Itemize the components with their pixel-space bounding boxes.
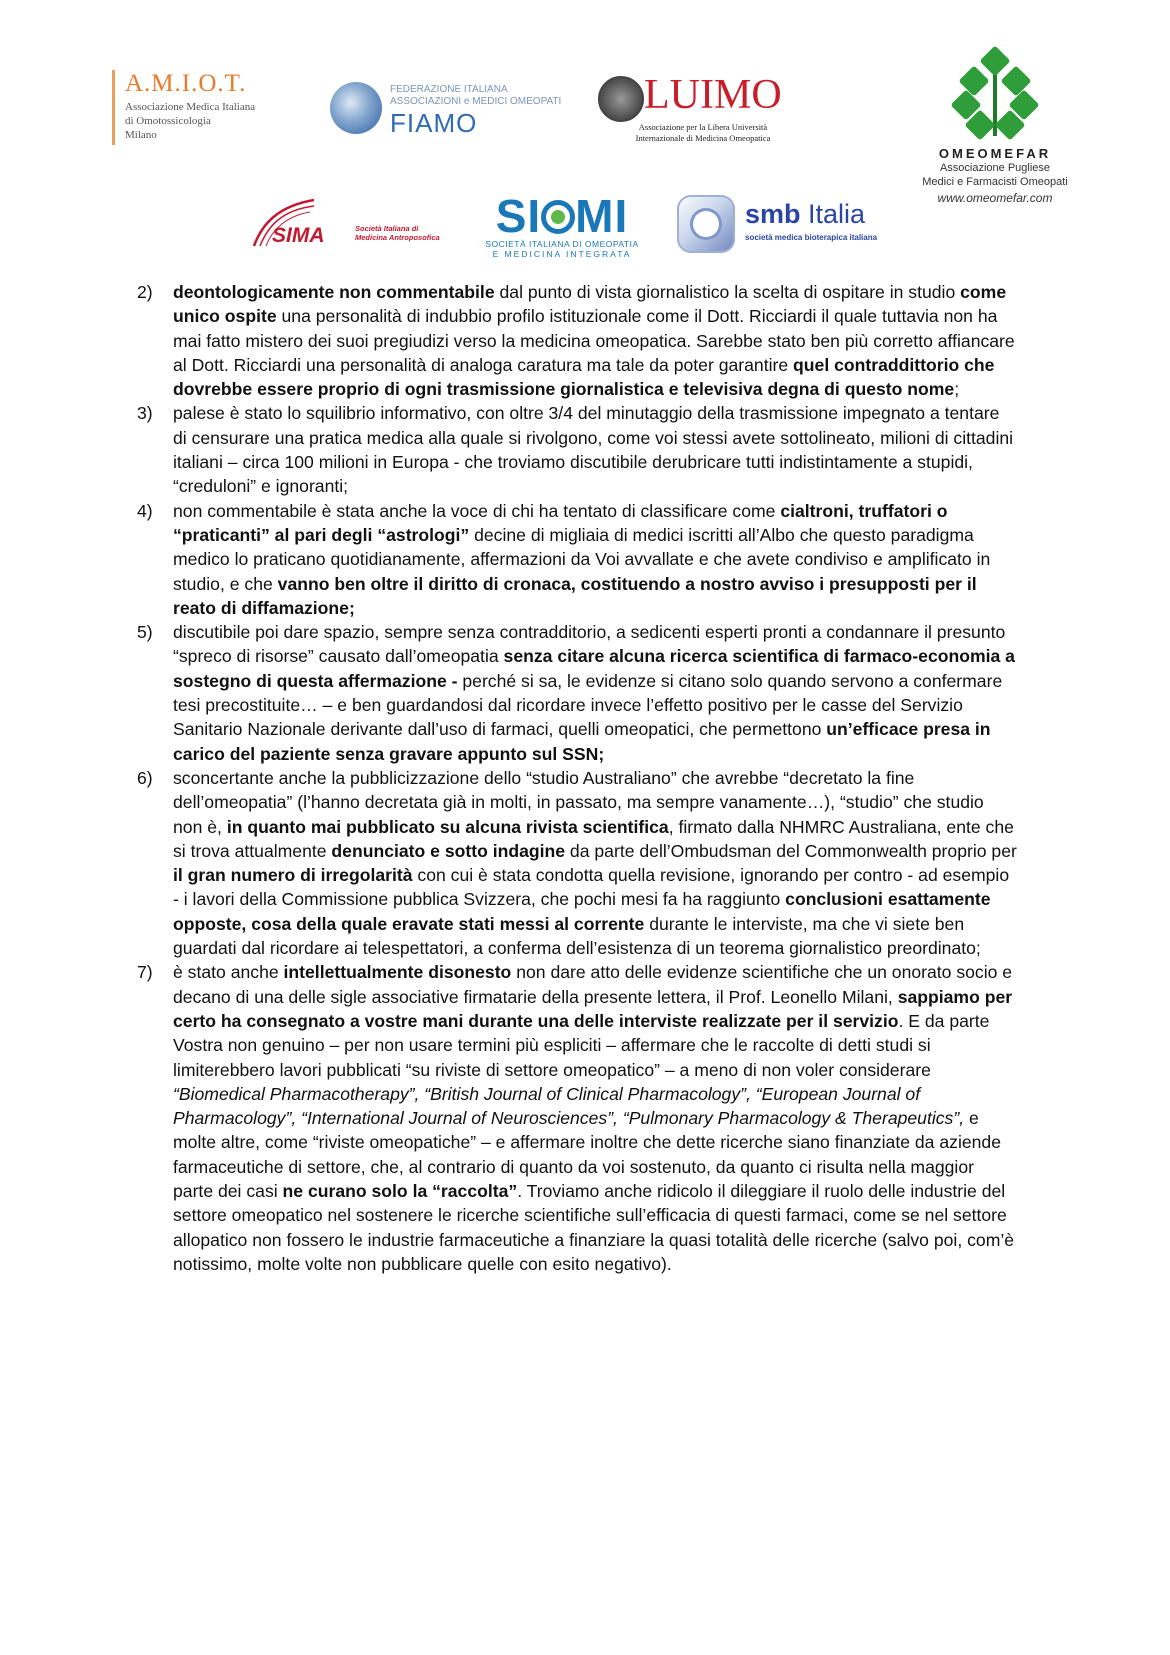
body-text: . E da parte Vostra non genuino – per non usare termini più espliciti – affermare che le raccolte di detti studi si limiterebbero lavori pubblicati “su riviste di settore omeopatico” – a meno di non voler considerare	[173, 1010, 990, 1080]
logo-header	[0, 0, 1170, 280]
omeomefar-subtitle-line: Medici e Farmacisti Omeopati	[922, 176, 1068, 188]
body-text: una personalità di indubbio profilo istituzionale come il Dott. Ricciardi il quale tuttavia non ha mai fatto mistero dei suoi pregiudizi verso la medicina omeopatica. Sarebbe stato ben più corretto affiancare al Dott. Ricciardi una personalità di analoga caratura ma tale da poter garantire	[173, 306, 1015, 375]
list-item-number: 2)	[137, 282, 153, 302]
smb-italia-logo	[677, 195, 897, 255]
bold-text: denunciato e sotto indagine	[331, 840, 566, 861]
bold-text: intellettualmente disonesto	[283, 962, 512, 983]
body-text: . Troviamo anche ridicolo il dileggiare il ruolo delle industrie del settore omeopatico nel sostenere le ricerche scientifiche sull’efficacia di questi farmaci, come se nel settore allopatico non fossero le industrie farmaceutiche a finanziare la quasi totalità delle ricerche (salvo poi, com’è notissimo, molte volte non pubblicare quelle con esito negativo).	[173, 1180, 1015, 1274]
omeomefar-logo	[895, 50, 1095, 230]
bold-text: vanno ben oltre il diritto di cronaca, costituendo a nostro avviso i presupposti per il reato di diffamazione;	[173, 573, 977, 618]
amiot-subtitle	[125, 100, 255, 142]
bold-text: senza citare alcuna ricerca scientifica di farmaco-economia a sostegno di questa affermazione -	[173, 646, 1015, 691]
siomi-name	[482, 190, 642, 242]
body-text: perché si sa, le evidenze si citano solo quando servono a confermare tesi precostituite… – e ben guardandosi dal ricordare invece l’effetto positivo per le casse del Servizio Sanitario Nazionale derivante dall’uso di farmaci, quelli omeopatici, che permettono	[173, 670, 1003, 740]
bold-text: in quanto mai pubblicato su alcuna rivista scientifica	[226, 816, 669, 837]
luimo-seal-icon	[598, 76, 644, 122]
body-text: dal punto di vista giornalistico la scelta di ospitare in studio	[494, 282, 961, 302]
body-text: decine di migliaia di medici iscritti all’Albo che questo paradigma medico lo praticano quotidianamente, affermazioni da Voi avvallate e che avete condiviso e amplificato in studio, e che	[173, 524, 991, 594]
sima-subtitle-line: Medicina Antroposofica	[355, 233, 440, 242]
caduceus-leaf-icon	[955, 50, 1035, 140]
bold-text: come unico ospite	[173, 282, 1007, 327]
siomi-tree-icon	[541, 200, 575, 234]
amiot-logo	[112, 70, 255, 145]
amiot-subtitle-line: di Omotossicologia	[125, 115, 211, 127]
fiamo-subtitle-line: FEDERAZIONE ITALIANA	[390, 84, 508, 95]
body-text: da parte dell’Ombudsman del Commonwealth proprio per	[565, 840, 1017, 861]
siomi-subtitle-line: E MEDICINA INTEGRATA	[492, 249, 632, 259]
siomi-logo	[482, 190, 642, 263]
body-text: durante le interviste, ma che vi siete ben guardati dal ricordare ai telespettatori, a conferma dell’esistenza di un teorema giornalistico preordinato;	[173, 913, 981, 959]
bold-text: cialtroni, truffatori o “praticanti” al pari degli “astrologi”	[173, 500, 948, 545]
body-text: discutibile poi dare spazio, sempre senza contradditorio, a sedicenti esperti pronti a condannare il presunto “spreco di risorse” causato dall’omeopatia	[173, 622, 1006, 667]
list-item-number: 5)	[137, 622, 153, 643]
letter-body	[137, 280, 1017, 1276]
smb-subtitle: società medica bioterapica italiana	[745, 233, 878, 242]
list-item	[137, 766, 1017, 960]
smb-cube-icon	[677, 195, 735, 253]
bold-text: il gran numero di irregolarità	[173, 865, 413, 886]
fiamo-portrait-icon	[330, 82, 382, 134]
omeomefar-subtitle	[895, 161, 1095, 189]
body-text: ;	[954, 379, 960, 400]
omeomefar-website: www.omeomefar.com	[937, 191, 1053, 205]
list-item	[137, 499, 1017, 620]
sima-logo	[248, 194, 448, 254]
bold-text: conclusioni esattamente opposte, cosa della quale eravate stati messi al corrente	[173, 889, 991, 934]
list-item	[137, 280, 1017, 401]
omeomefar-subtitle-line: Associazione Pugliese	[939, 162, 1051, 174]
smb-name	[745, 199, 865, 230]
italic-text: “Biomedical Pharmacotherapy”, “British Journal of Clinical Pharmacology”, “European Journal of Pharmacology”, “International Journal of Neurosciences”, “Pulmonary Pharmacology & Therapeutics”,	[173, 1083, 965, 1129]
fiamo-subtitle-line: ASSOCIAZIONI e MEDICI OMEOPATI	[390, 96, 562, 107]
amiot-subtitle-line: Associazione Medica Italiana	[125, 101, 256, 113]
sima-subtitle	[355, 224, 440, 242]
siomi-name-part: MI	[575, 190, 629, 242]
luimo-logo	[598, 72, 808, 147]
bold-text: deontologicamente non commentabile	[173, 282, 495, 302]
list-item	[137, 401, 1017, 498]
amiot-subtitle-line: Milano	[125, 129, 157, 141]
sima-subtitle-line: Società Italiana di	[355, 224, 419, 233]
bold-text: ne curano solo la “raccolta”	[282, 1180, 518, 1201]
siomi-name-part: SI	[495, 190, 542, 242]
fiamo-name: FIAMO	[390, 108, 478, 138]
fiamo-logo	[330, 80, 570, 140]
bold-text: un’efficace presa in carico del paziente senza gravare appunto sul SSN;	[173, 719, 991, 764]
luimo-subtitle-line: Internazionale di Medicina Omeopatica	[635, 133, 771, 143]
body-text: è stato anche	[173, 962, 284, 983]
list-item-number: 7)	[137, 962, 153, 983]
smb-name-suffix: Italia	[800, 199, 866, 229]
list-item	[137, 620, 1017, 766]
amiot-title: A.M.I.O.T.	[125, 70, 247, 97]
body-text: palese è stato lo squilibrio informativo, con oltre 3/4 del minutaggio della trasmissione impegnato a tentare di censurare una pratica medica alla quale si rivolgono, come voi stessi avete sottolineato, milioni di cittadini italiani – circa 100 milioni in Europa - che troviamo discutibile derubricare tutti indistintamente a stupidi, “creduloni” e ignoranti;	[173, 403, 1014, 497]
body-text: e molte altre, come “riviste omeopatiche” – e affermare inoltre che dette ricerche siano finanziate da aziende farmaceutiche di settore, che, al contrario di quanto da voi sostenuto, da quanto ci risulta nella maggior parte dei casi	[173, 1108, 1001, 1201]
body-text: , firmato dalla NHMRC Australiana, ente che si trova attualmente	[173, 816, 1014, 861]
body-text: sconcertante anche la pubblicizzazione dello “studio Australiano” che avrebbe “decretato la fine dell’omeopatia” (l’hanno decretata già in molti, in passato, ma sempre vanamente…), “studio” che studio non è,	[173, 767, 984, 837]
list-item	[137, 960, 1017, 1276]
luimo-subtitle-line: Associazione per la Libera Università	[638, 122, 768, 132]
smb-name-bold: smb	[745, 199, 801, 229]
body-text: non dare atto delle evidenze scientifiche che un onorato socio e decano di una delle sigle associative firmatarie della presente lettera, il Prof. Leonello Milani,	[173, 962, 1013, 1007]
sima-name: SIMA	[272, 224, 325, 247]
body-text: con cui è stata condotta quella revisione, ignorando per contro - ad esempio - i lavori della Commissione pubblica Svizzera, che pochi mesi fa ha raggiunto	[173, 865, 1010, 910]
bold-text: quel contraddittorio che dovrebbe essere proprio di ogni trasmissione giornalistica e televisiva degna di questo nome	[173, 354, 995, 400]
luimo-name: LUIMO	[644, 72, 782, 118]
omeomefar-name: OMEOMEFAR	[938, 146, 1052, 161]
list-item-number: 3)	[137, 403, 153, 424]
fiamo-subtitle	[390, 84, 561, 108]
siomi-subtitle-line: SOCIETÀ ITALIANA DI OMEOPATIA	[485, 239, 639, 249]
list-item-number: 4)	[137, 500, 153, 521]
list-item-number: 6)	[137, 767, 153, 788]
body-text: non commentabile è stata anche la voce di chi ha tentato di classificare come	[173, 500, 781, 521]
luimo-subtitle	[598, 122, 808, 144]
bold-text: sappiamo per certo ha consegnato a vostre mani durante una delle interviste realizzate per il servizio	[173, 986, 1013, 1031]
